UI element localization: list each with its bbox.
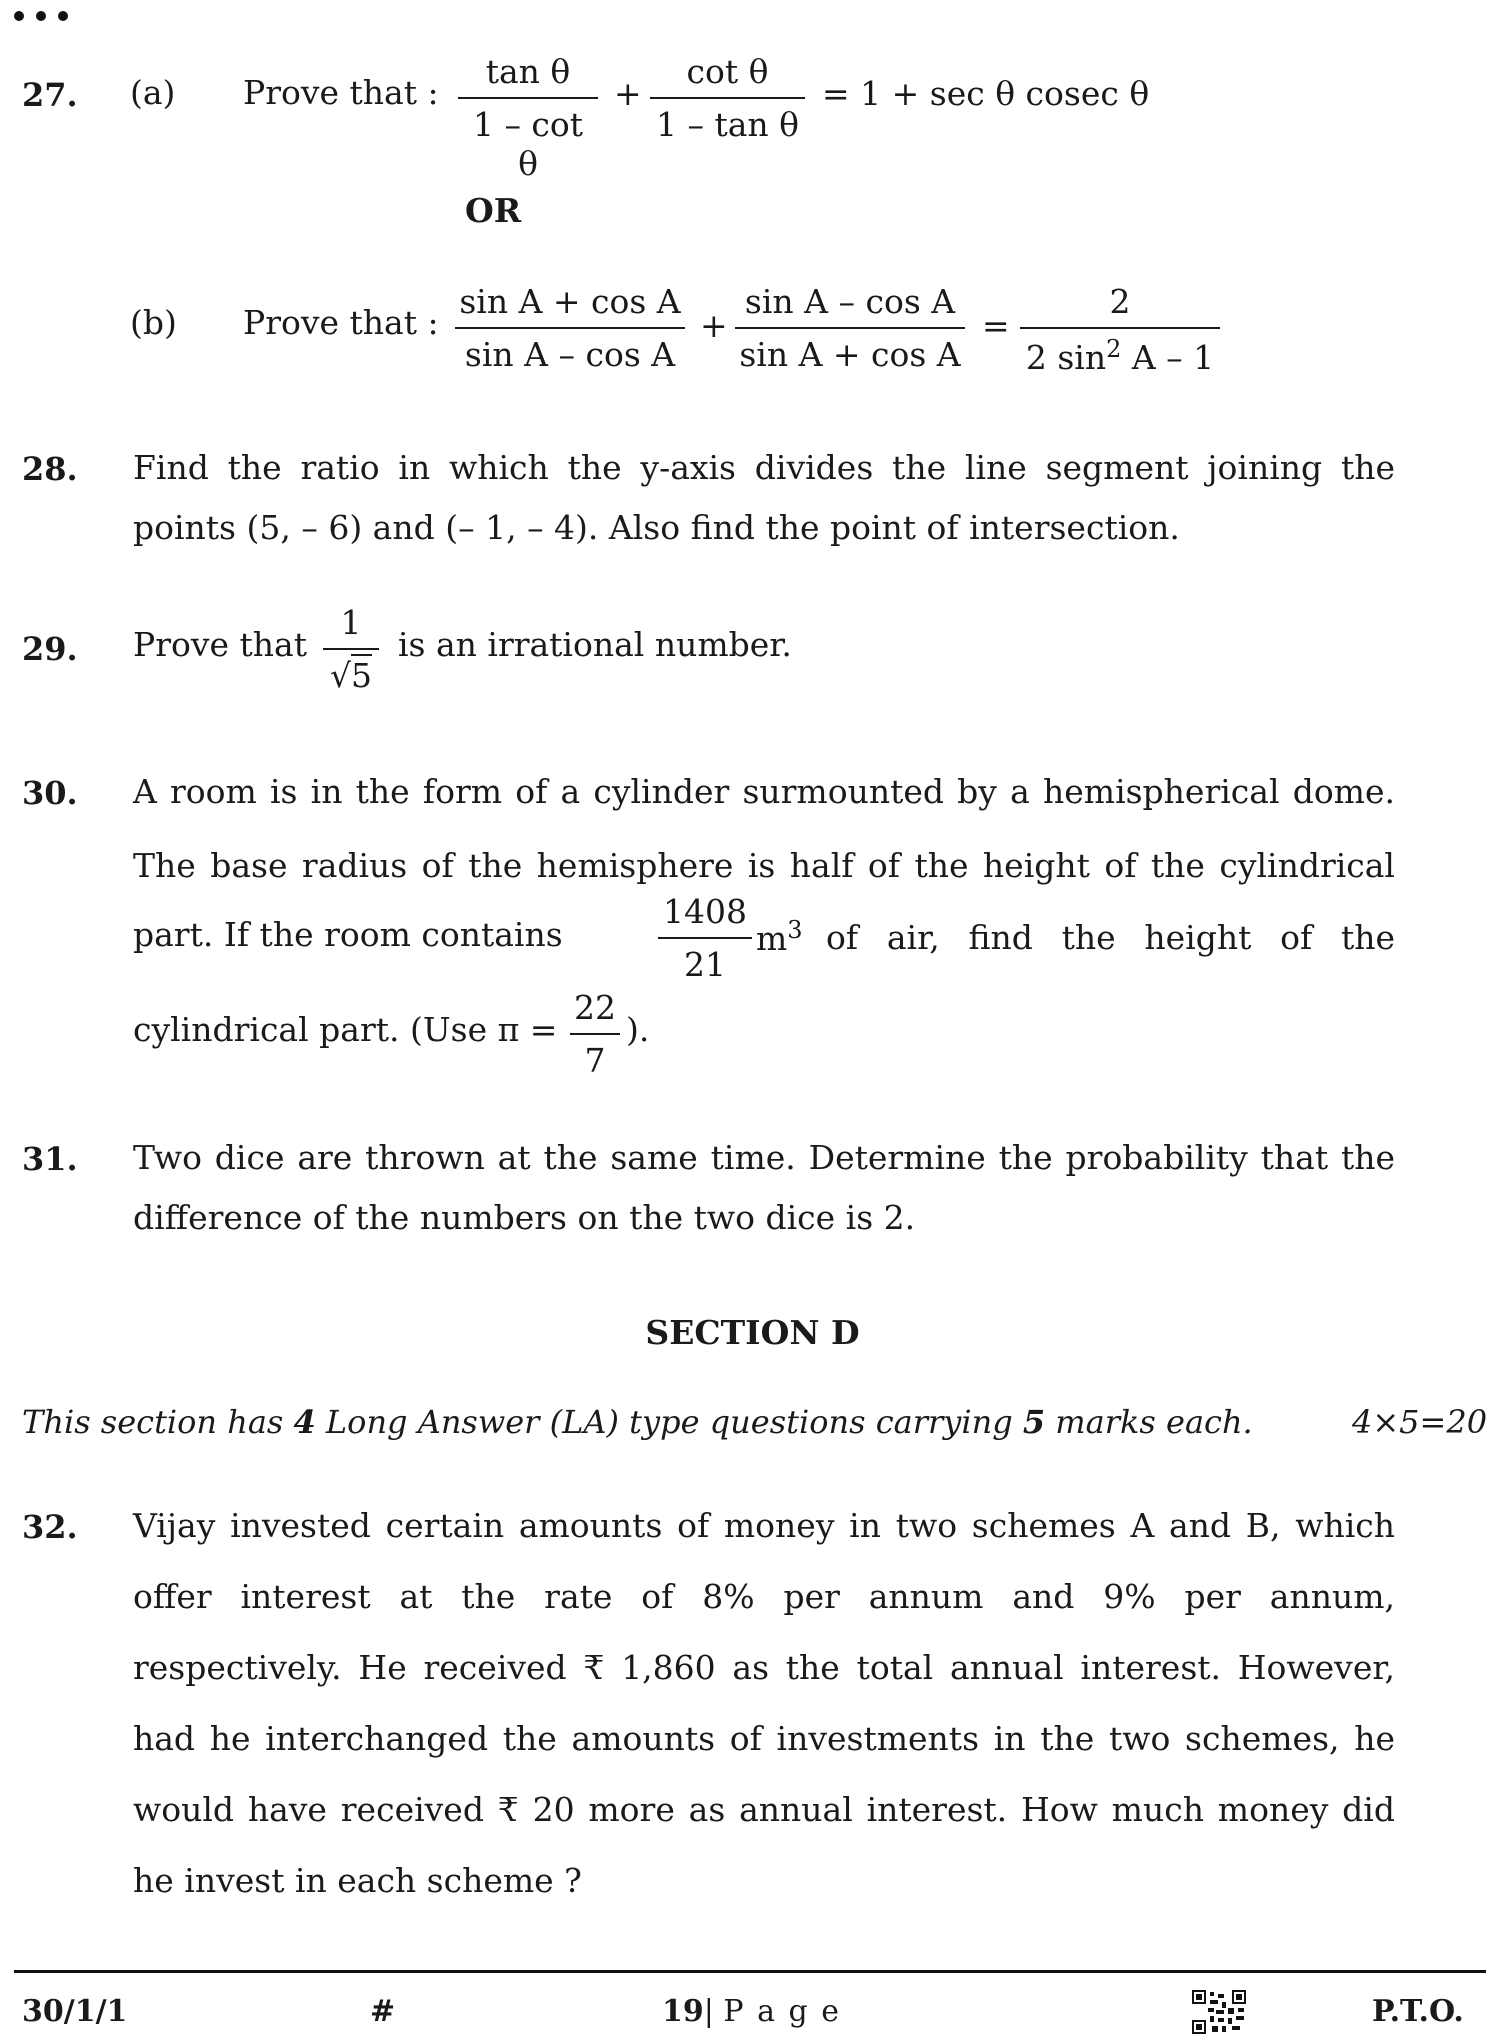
q32-line-1: Vijay invested certain amounts of money in two schemes A and B, which [133,1506,1395,1545]
footer-rule [14,1970,1486,1973]
q32-line-4: had he interchanged the amounts of investments in the two schemes, he [133,1719,1395,1758]
q30-pi-denominator: 7 [584,1041,606,1080]
rhs-den-exponent: 2 [1106,335,1122,363]
page-number [662,1994,841,2029]
instr-marks-each: 5 [1022,1403,1046,1441]
q32-line-6: he invest in each scheme ? [133,1861,582,1900]
q27b-frac1-denominator: sin A – cos A [464,335,676,374]
q30-volume-numerator: 1408 [663,892,747,931]
q30-line3-post: of air, find the height of the [826,918,1395,957]
q29-radicand: 5 [351,656,373,695]
q29-fraction [323,603,379,695]
q30-pi-numerator: 22 [574,988,616,1027]
q29-lead: Prove that [133,625,307,664]
q28-text [133,438,1395,558]
section-instructions [22,1403,1253,1441]
instr-count: 4 [293,1403,316,1441]
q28-line-1: Find the ratio in which the y-axis divides the line segment joining the [133,448,1395,487]
q27b-rhs-numerator: 2 [1109,282,1131,321]
q32-line-3: respectively. He received ₹ 1,860 as the total annual interest. However, [133,1648,1395,1687]
qr-code-icon [1192,1990,1246,2034]
q27a-frac2-numerator: cot θ [686,52,769,91]
q32-text [133,1496,1395,1911]
page-number-value: 19 [662,1994,704,2029]
q30-line3-pre: part. If the room contains [133,915,563,954]
instr-part-1: This section has [22,1403,294,1441]
q31-line-1: Two dice are thrown at the same time. Determine the probability that the [133,1138,1395,1177]
section-total-marks: 4×5=20 [1352,1403,1488,1441]
q30-line4-post: ). [626,1010,650,1049]
q28-line-2: points (5, – 6) and (– 1, – 4). Also find the point of intersection. [133,508,1180,547]
top-ellipsis-icon [14,6,80,25]
q30-line4-pre: cylindrical part. (Use π = [133,1010,558,1049]
rhs-den-tail: A – 1 [1121,338,1215,377]
instr-part-2: Long Answer (LA) type questions carrying [315,1403,1023,1441]
q30-pi-fraction [570,988,620,1080]
unit-exponent: 3 [787,916,803,944]
q27b-rhs-denominator [1020,329,1220,377]
q27a-rhs: = 1 + sec θ cosec θ [822,74,1150,113]
q32-line-5: would have received ₹ 20 more as annual interest. How much money did [133,1790,1395,1829]
question-number-28: 28. [22,450,78,488]
question-number-31: 31. [22,1140,78,1178]
q27a-frac1-numerator: tan θ [485,52,571,91]
question-number-32: 32. [22,1508,78,1546]
q27b-fraction-2 [735,282,965,374]
q27b-rhs-fraction [1020,282,1220,377]
q32-line-2: offer interest at the rate of 8% per annum and 9% per annum, [133,1577,1395,1616]
q30-unit [756,916,803,958]
q27b-frac1-numerator: sin A + cos A [459,282,681,321]
pto-label: P.T.O. [1372,1994,1464,2029]
paper-code: 30/1/1 [22,1994,128,2029]
q27a-lead-text: Prove that : [243,73,439,112]
q27b-equals-sign: = [982,306,1010,345]
unit-m: m [756,919,788,958]
instr-part-3: marks each. [1045,1403,1253,1441]
q30-volume-denominator: 21 [684,945,726,984]
q31-text [133,1128,1395,1248]
q27a-fraction-2 [650,52,805,144]
q27-part-a-label: (a) [130,73,176,112]
q31-line-2: difference of the numbers on the two dice is 2. [133,1198,916,1237]
section-title: SECTION D [645,1313,860,1352]
q27a-plus-sign: + [614,74,642,113]
footer-hash: # [370,1994,396,2029]
q27b-frac2-denominator: sin A + cos A [739,335,961,374]
or-separator: OR [465,191,522,230]
q27b-fraction-1 [455,282,685,374]
q27-part-b-label: (b) [130,303,177,342]
page-separator: | [703,1994,714,2029]
q30-line-2: The base radius of the hemisphere is half of the height of the cylindrical [133,846,1395,885]
q30-line-1: A room is in the form of a cylinder surmounted by a hemispherical dome. [133,772,1395,811]
q27a-fraction-1 [458,52,598,183]
question-number-29: 29. [22,630,78,668]
q29-denominator [323,650,379,695]
question-number-27: 27. [22,76,78,114]
q27a-frac2-denominator: 1 – tan θ [655,105,800,144]
question-number-30: 30. [22,774,78,812]
q27b-frac2-numerator: sin A – cos A [744,282,956,321]
q29-numerator: 1 [340,603,362,642]
q27b-lead-text: Prove that : [243,303,439,342]
q27a-frac1-denominator: 1 – cot θ [472,105,584,183]
rhs-den-text: 2 sin [1025,338,1107,377]
q29-tail: is an irrational number. [398,625,792,664]
q27b-plus-sign: + [700,306,728,345]
q30-volume-fraction [658,892,752,984]
sqrt-icon: √ [329,656,352,695]
page-word: P a g e [723,1994,842,2029]
q30-text [133,762,1395,896]
